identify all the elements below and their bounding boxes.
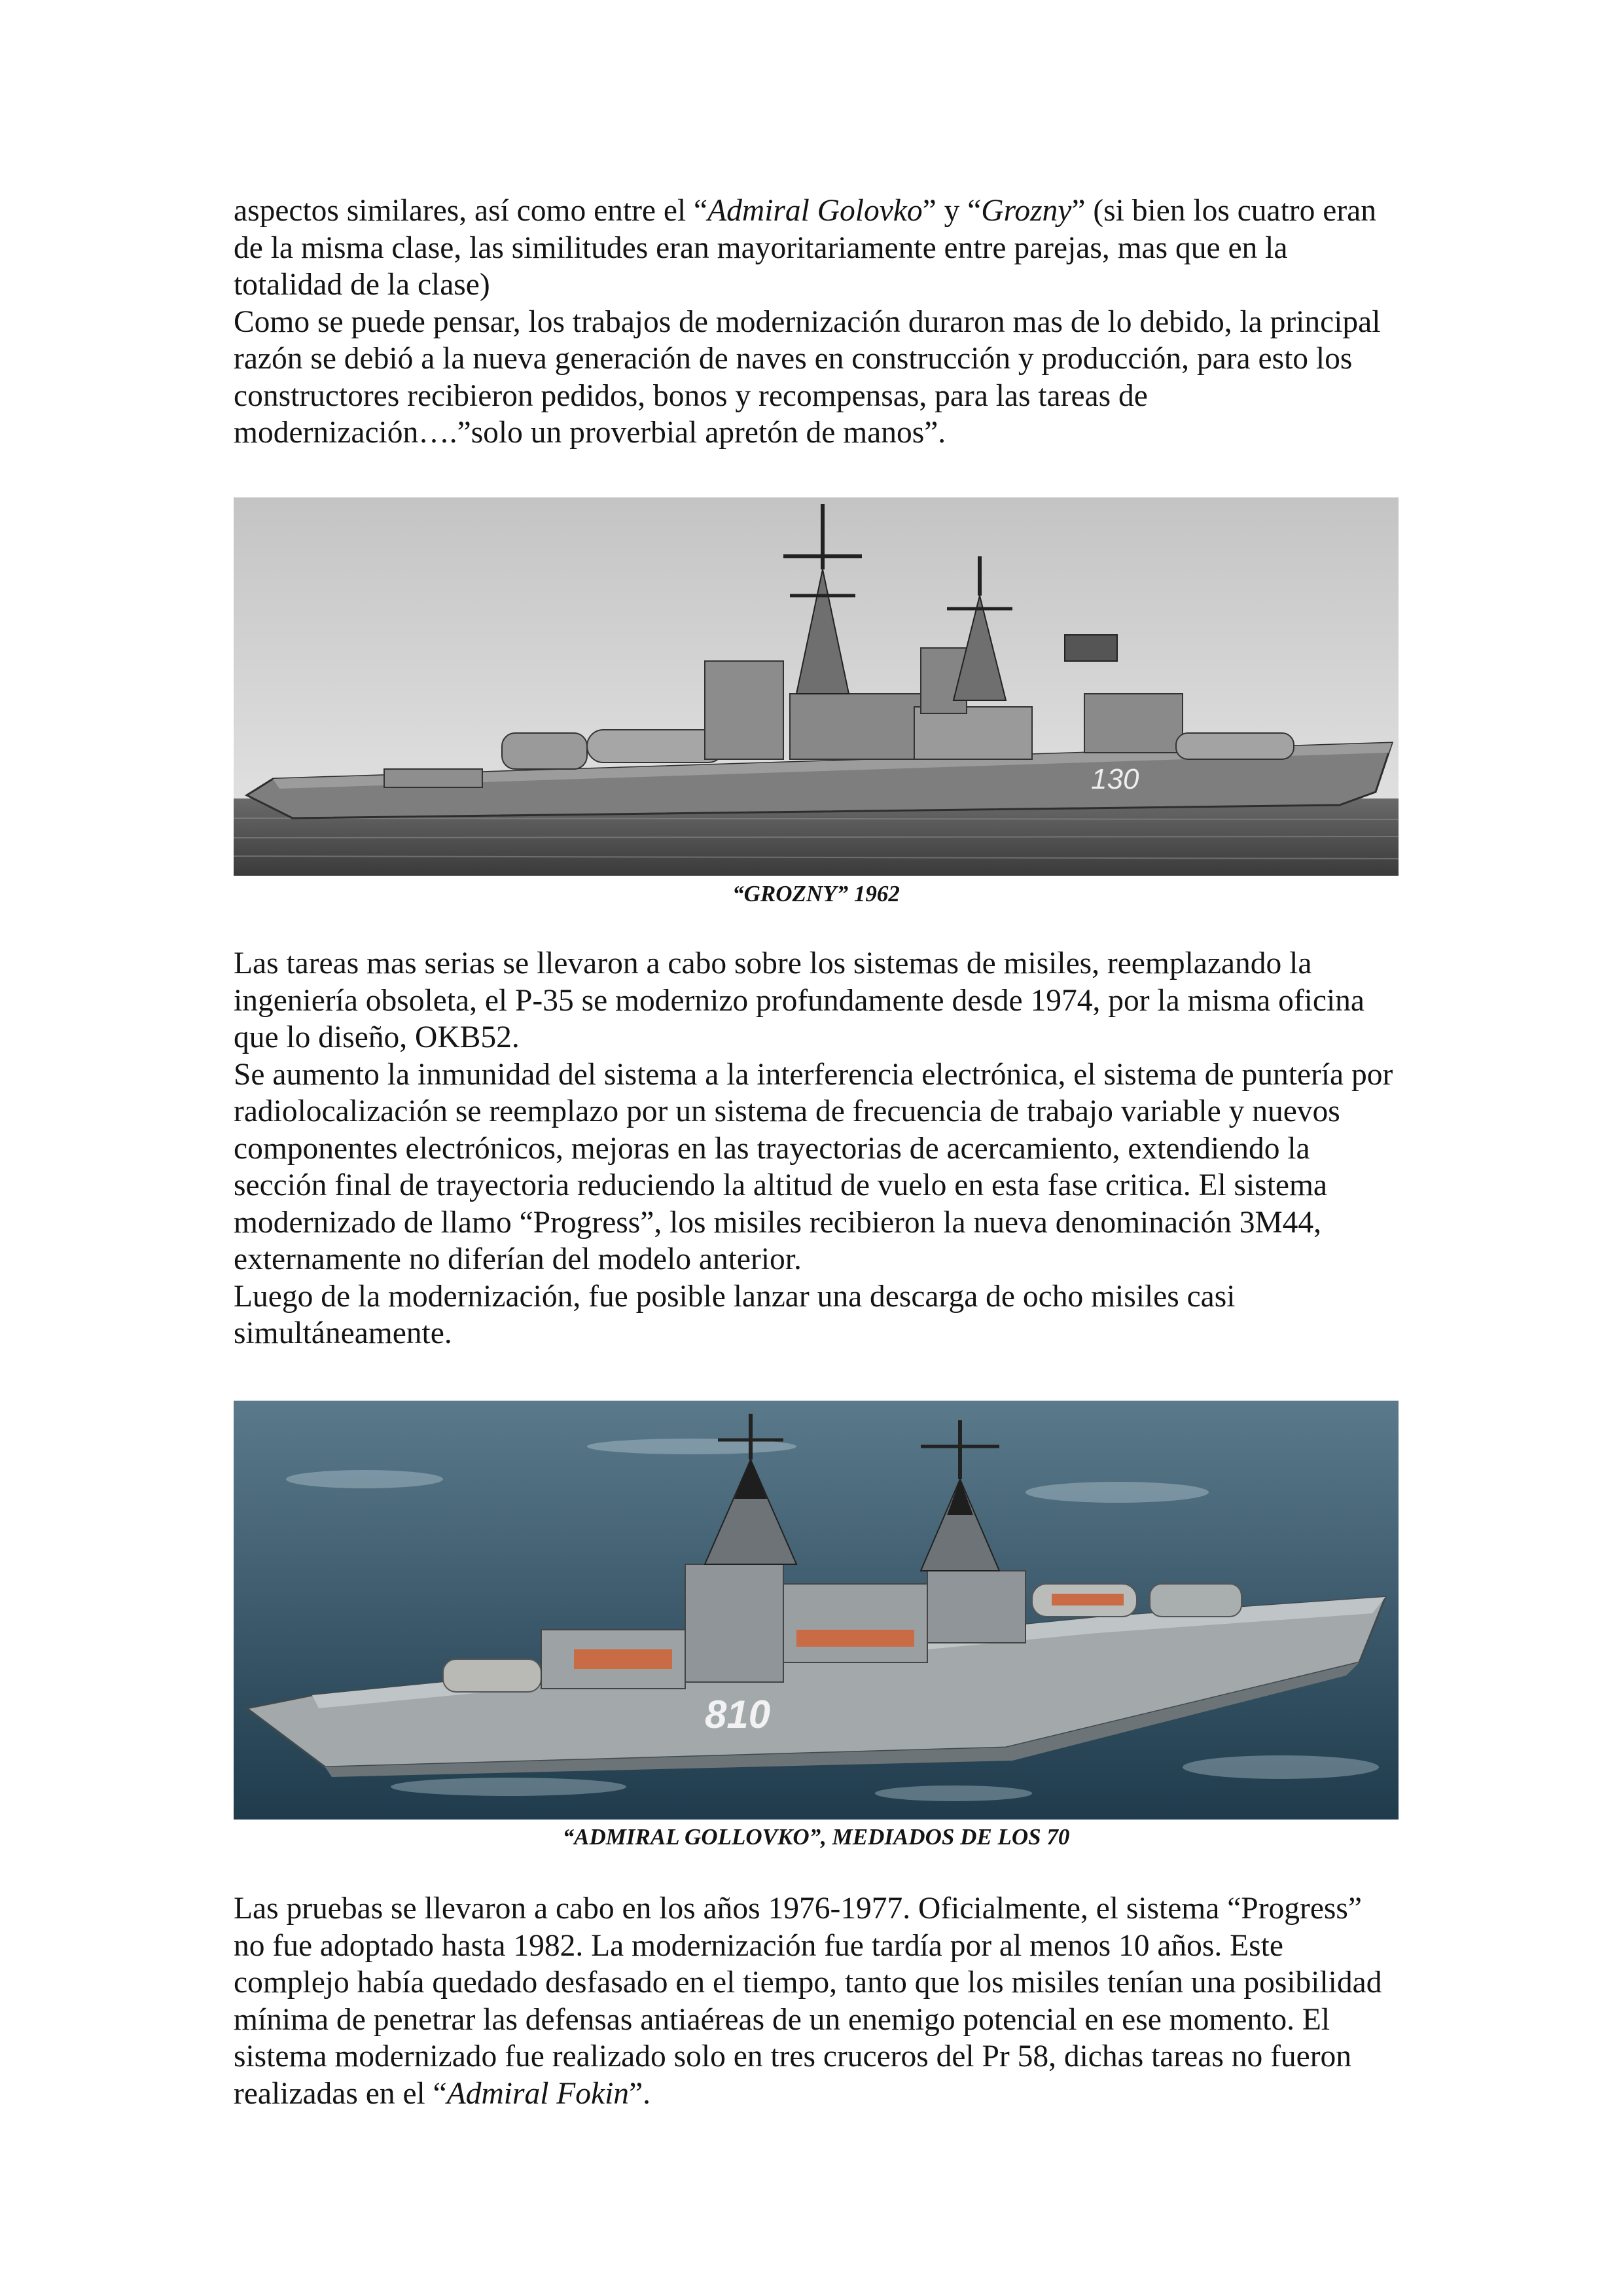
caption-admiral-gollovko: “ADMIRAL GOLLOVKO”, MEDIADOS DE LOS 70 [562,1824,1070,1850]
ship-name-admiral-fokin: Admiral Fokin [446,2076,630,2111]
photo-grozny [234,497,1399,876]
caption-grozny: “GROZNY” 1962 [732,881,900,906]
missile-paragraph-1: Las tareas mas serias se llevaron a cabo sobre los sistemas de misiles, reemplazando la ingeniería obsoleta, el P-35 se modernizo profundamente desde 1974, por la misma oficina que lo diseño, OKB52. [234,946,1364,1054]
missile-paragraph-3: Luego de la modernización, fue posible lanzar una descarga de ocho misiles casi simultáneamente. [234,1279,1236,1350]
tests-paragraph: Las pruebas se llevaron a cabo en los años 1976-1977. Oficialmente, el sistema “Progress” no fue adoptado hasta 1982. La modernización fue tardía por al menos 10 años. Este complejo había quedado desfasado en el tiempo, tanto que los misiles tenían una posibilidad mínima de penetrar las defensas antiaéreas de un enemigo potencial en ese momento. El sistema modernizado fue realizado solo en tres cruceros del Pr 58, dichas tareas no fueron realizadas en el “Admiral Fokin”. [234,1892,1382,2111]
hull-number-810: 810 [705,1693,771,1736]
intro-paragraph-2: Como se puede pensar, los trabajos de modernización duraron mas de lo debido, la principal razón se debió a la nueva generación de naves en construcción y producción, para esto los constructores recibieron pedidos, bonos y recompensas, para las tareas de modernización….”solo un proverbial apretón de manos”. [234,304,1381,450]
grozny-ship-image [234,497,1399,876]
admiral-golovko-ship-image [234,1401,1399,1820]
ship-name-admiral-golovko: Admiral Golovko [707,194,923,228]
photo-admiral-golovko [234,1401,1399,1820]
missile-paragraph-2: Se aumento la inmunidad del sistema a la interferencia electrónica, el sistema de puntería por radiolocalización se reemplazo por un sistema de frecuencia de trabajo variable y nuevos componentes electrónicos, mejoras en las trayectorias de acercamiento, extendiendo la sección final de trayectoria reduciendo la altitud de vuelo en esta fase critica. El sistema modernizado de llamo “Progress”, los misiles recibieron la nueva denominación 3M44, externamente no diferían del modelo anterior. [234,1057,1393,1276]
ship-name-grozny: Grozny [981,194,1072,228]
intro-text [234,192,1395,452]
missile-modernization-text [234,945,1395,1352]
intro-paragraph-1: aspectos similares, así como entre el “Admiral Golovko” y “Grozny” (si bien los cuatro eran de la misma clase, las similitudes eran mayoritariamente entre parejas, mas que en la totalidad de la clase) [234,194,1376,302]
hull-number-130: 130 [1091,763,1139,795]
tests-text [234,1890,1395,2112]
